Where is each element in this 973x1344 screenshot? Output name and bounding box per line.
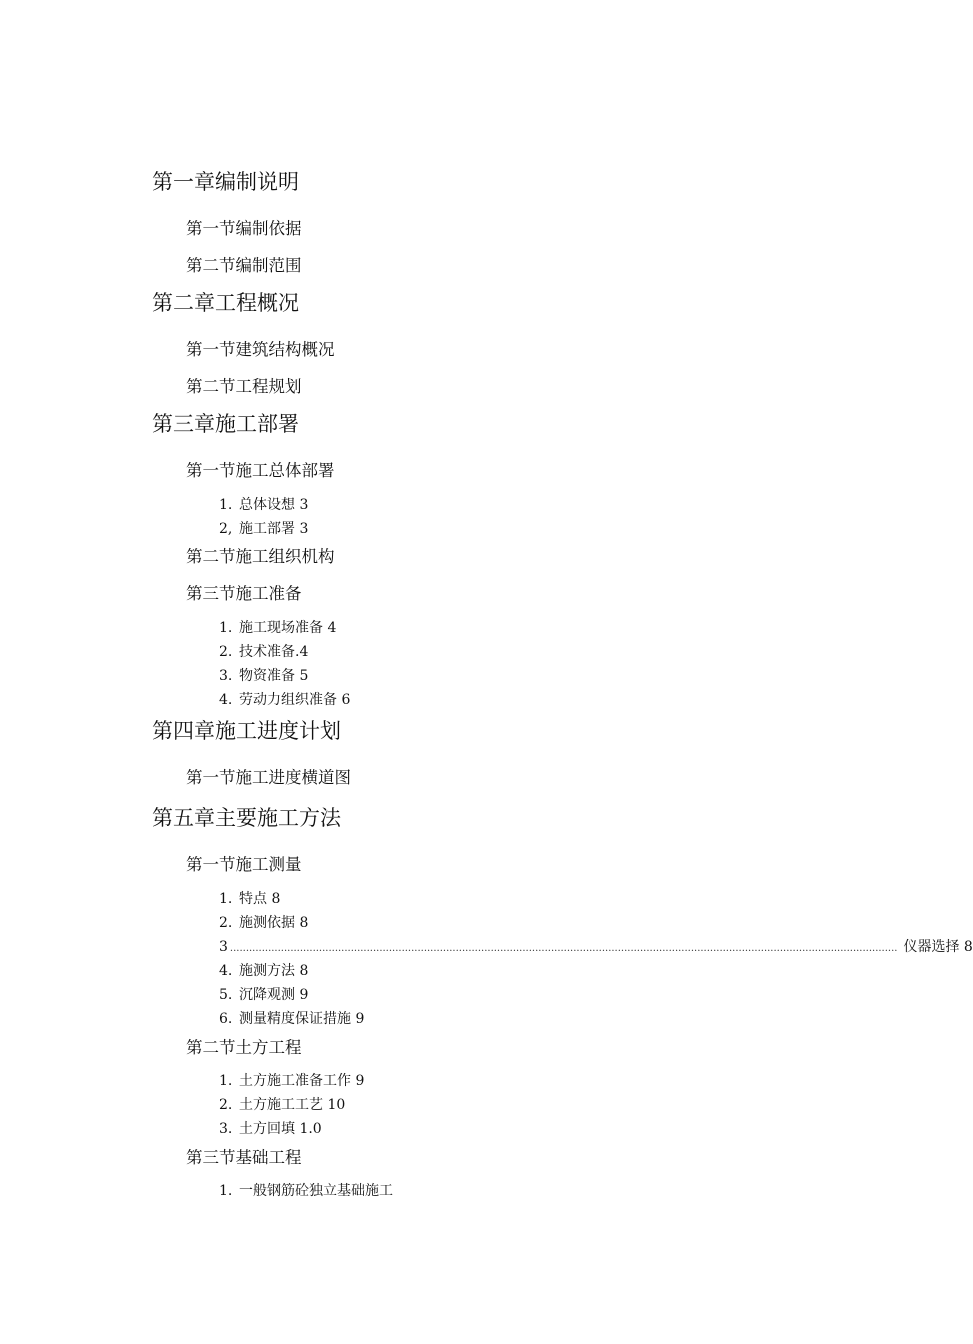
- item-label: 一般钢筋砼独立基础施工: [239, 1183, 393, 1199]
- item-number: 2.: [219, 1097, 233, 1113]
- item-label: 物资准备 5: [239, 668, 309, 684]
- section-5-3: 第三节基础工程: [186, 1148, 302, 1167]
- item-number: 1.: [219, 891, 233, 907]
- list-item: [219, 519, 308, 539]
- section-2-2: 第二节工程规划: [186, 377, 302, 396]
- list-item: [219, 889, 280, 909]
- item-label: 施工现场准备 4: [239, 620, 337, 636]
- item-label: 劳动力组织准备 6: [239, 692, 351, 708]
- item-number: 2.: [219, 915, 233, 931]
- chapter-5-heading: 第五章主要施工方法: [152, 806, 341, 830]
- item-number: 5.: [219, 987, 233, 1003]
- item-number: 1.: [219, 1183, 233, 1199]
- item-number: 3.: [219, 1121, 233, 1137]
- item-label: 施工部署 3: [239, 521, 309, 537]
- section-2-1: 第一节建筑结构概况: [186, 340, 335, 359]
- list-item: [219, 1095, 345, 1115]
- list-item: [219, 642, 308, 662]
- item-number: 4.: [219, 692, 233, 708]
- item-label: 土方回填 1.0: [239, 1121, 322, 1137]
- chapter-1-heading: 第一章编制说明: [152, 170, 299, 194]
- list-item: [219, 1009, 364, 1029]
- section-4-1: 第一节施工进度横道图: [186, 768, 351, 787]
- list-item: [219, 618, 336, 638]
- list-item: [219, 495, 308, 515]
- item-number: 6.: [219, 1011, 233, 1027]
- list-item-dot-leader: [219, 937, 973, 959]
- item-number: 1.: [219, 620, 233, 636]
- list-item: [219, 961, 308, 981]
- item-label: 测量精度保证措施 9: [239, 1011, 365, 1027]
- chapter-4-heading: 第四章施工进度计划: [152, 719, 341, 743]
- item-label: 土方施工工艺 10: [239, 1097, 346, 1113]
- dot-leader: ..................................................................................................................................................................................................................: [229, 943, 898, 954]
- section-3-1: 第一节施工总体部署: [186, 461, 335, 480]
- item-label: 沉降观测 9: [239, 987, 309, 1003]
- item-label: 施测方法 8: [239, 963, 309, 979]
- item-number: 2,: [219, 521, 233, 537]
- section-5-1: 第一节施工测量: [186, 855, 302, 874]
- list-item: [219, 913, 308, 933]
- item-number: 1.: [219, 1073, 233, 1089]
- section-5-2: 第二节土方工程: [186, 1038, 302, 1057]
- item-label: 特点 8: [239, 891, 281, 907]
- list-item: [219, 666, 308, 686]
- list-item: [219, 1119, 322, 1139]
- item-label: 土方施工准备工作 9: [239, 1073, 365, 1089]
- list-item: [219, 1071, 364, 1091]
- item-label: 技术准备.4: [239, 644, 309, 660]
- list-item: [219, 985, 308, 1005]
- item-label: 仪器选择 8: [903, 939, 973, 955]
- item-number: 1.: [219, 497, 233, 513]
- item-label: 总体设想 3: [239, 497, 309, 513]
- item-number: 3: [219, 939, 228, 955]
- item-number: 3.: [219, 668, 233, 684]
- section-3-2: 第二节施工组织机构: [186, 547, 335, 566]
- list-item: [219, 690, 350, 710]
- item-label: 施测依据 8: [239, 915, 309, 931]
- section-3-3: 第三节施工准备: [186, 584, 302, 603]
- chapter-3-heading: 第三章施工部署: [152, 412, 299, 436]
- section-1-1: 第一节编制依据: [186, 219, 302, 238]
- item-number: 2.: [219, 644, 233, 660]
- chapter-2-heading: 第二章工程概况: [152, 291, 299, 315]
- item-number: 4.: [219, 963, 233, 979]
- section-1-2: 第二节编制范围: [186, 256, 302, 275]
- list-item: [219, 1181, 393, 1201]
